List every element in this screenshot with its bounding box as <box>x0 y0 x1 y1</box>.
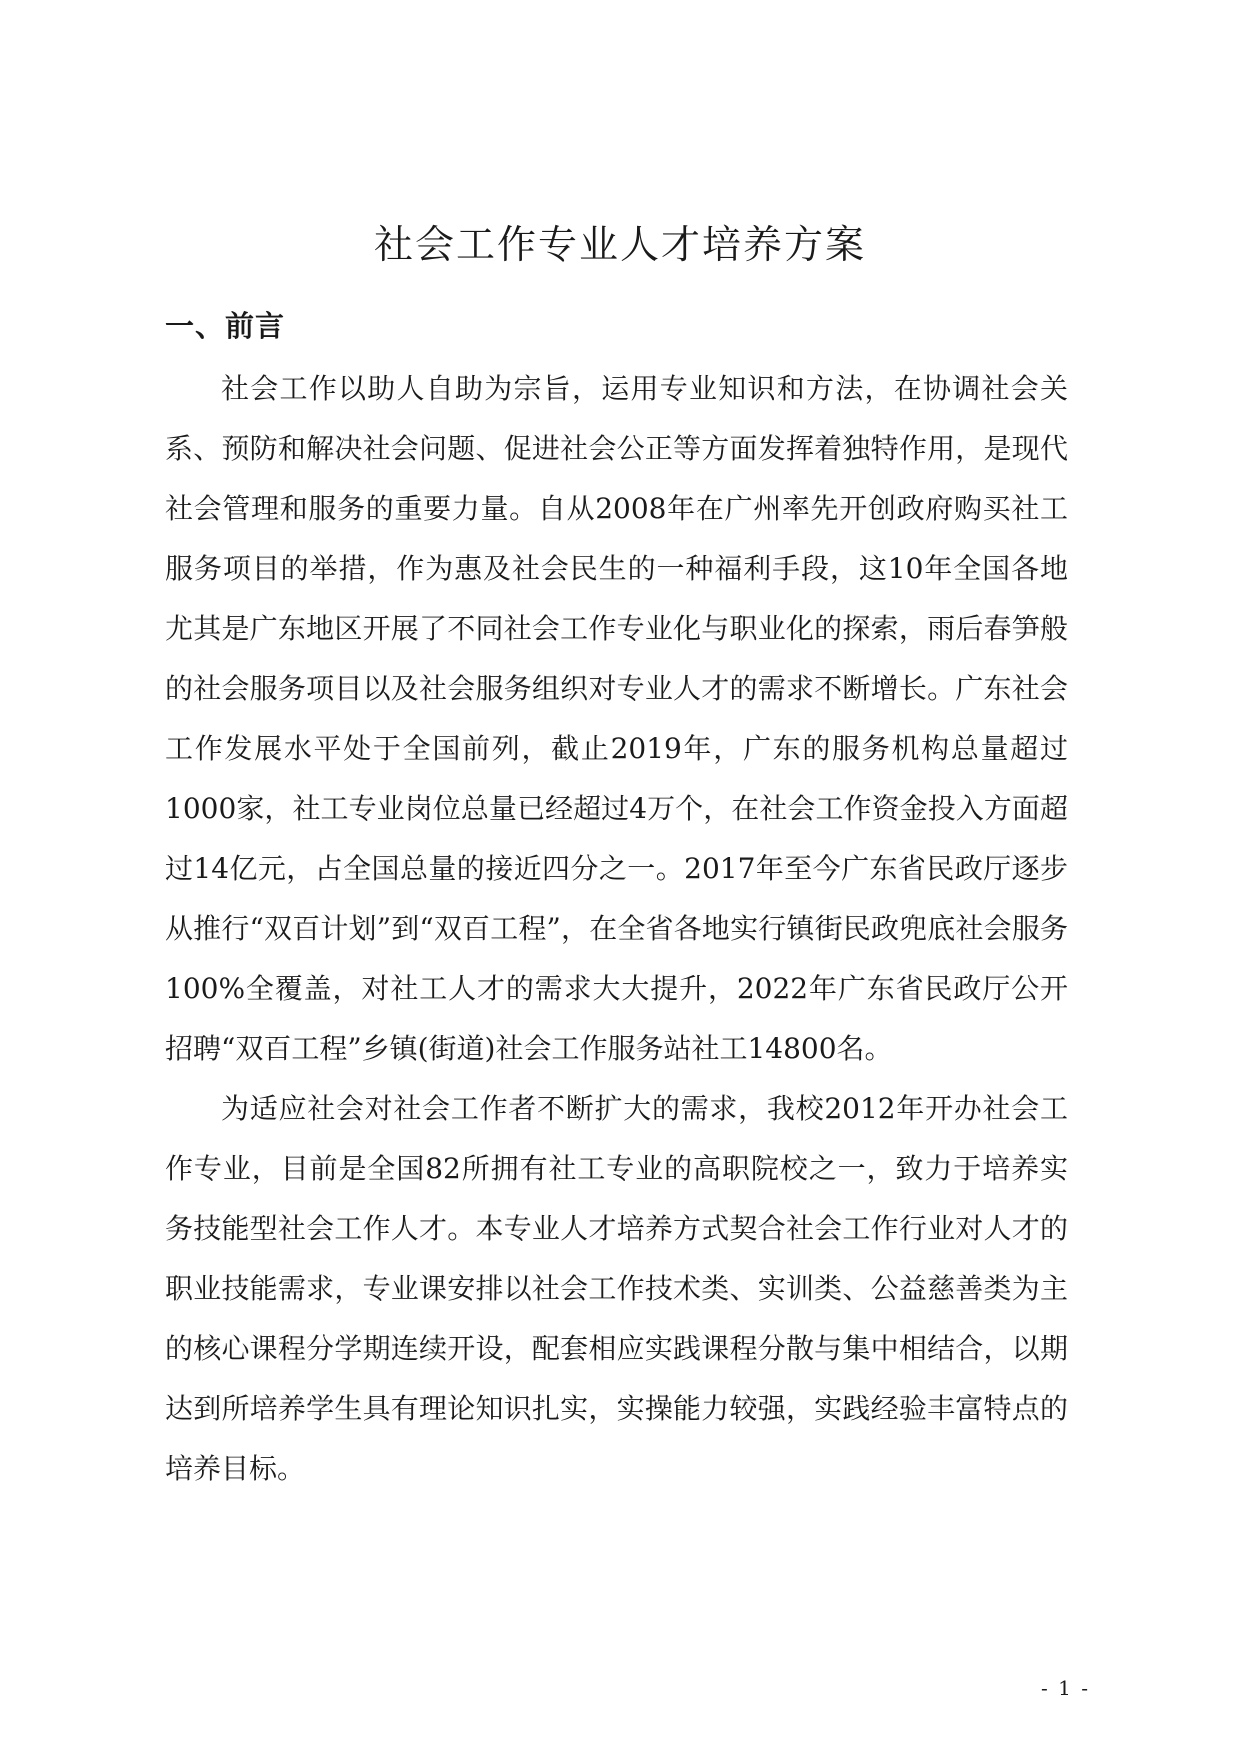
paragraph-1: 社会工作以助人自助为宗旨，运用专业知识和方法，在协调社会关系、预防和解决社会问题、促进社会公正等方面发挥着独特作用，是现代社会管理和服务的重要力量。自从2008年在广州率先开创政府购买社工服务项目的举措，作为惠及社会民生的一种福利手段，这10年全国各地尤其是广东地区开展了不同社会工作专业化与职业化的探索，雨后春笋般的社会服务项目以及社会服务组织对专业人才的需求不断增长。广东社会工作发展水平处于全国前列，截止2019年，广东的服务机构总量超过1000家，社工专业岗位总量已经超过4万个，在社会工作资金投入方面超过14亿元，占全国总量的接近四分之一。2017年至今广东省民政厅逐步从推行“双百计划”到“双百工程”，在全省各地实行镇街民政兜底社会服务100%全覆盖，对社工人才的需求大大提升，2022年广东省民政厅公开招聘“双百工程”乡镇(街道)社会工作服务站社工14800名。 <box>165 372 1068 1065</box>
paragraph-2: 为适应社会对社会工作者不断扩大的需求，我校2012年开办社会工作专业，目前是全国82所拥有社工专业的高职院校之一，致力于培养实务技能型社会工作人才。本专业人才培养方式契合社会工作行业对人才的职业技能需求，专业课安排以社会工作技术类、实训类、公益慈善类为主的核心课程分学期连续开设，配套相应实践课程分散与集中相结合，以期达到所培养学生具有理论知识扎实，实操能力较强，实践经验丰富特点的培养目标。 <box>165 1092 1068 1485</box>
document-body <box>165 359 1068 1499</box>
page-number: - 1 - <box>1041 1676 1090 1700</box>
document-title: 社会工作专业人才培养方案 <box>373 223 866 268</box>
section-heading-preface: 一、前言 <box>165 309 286 343</box>
